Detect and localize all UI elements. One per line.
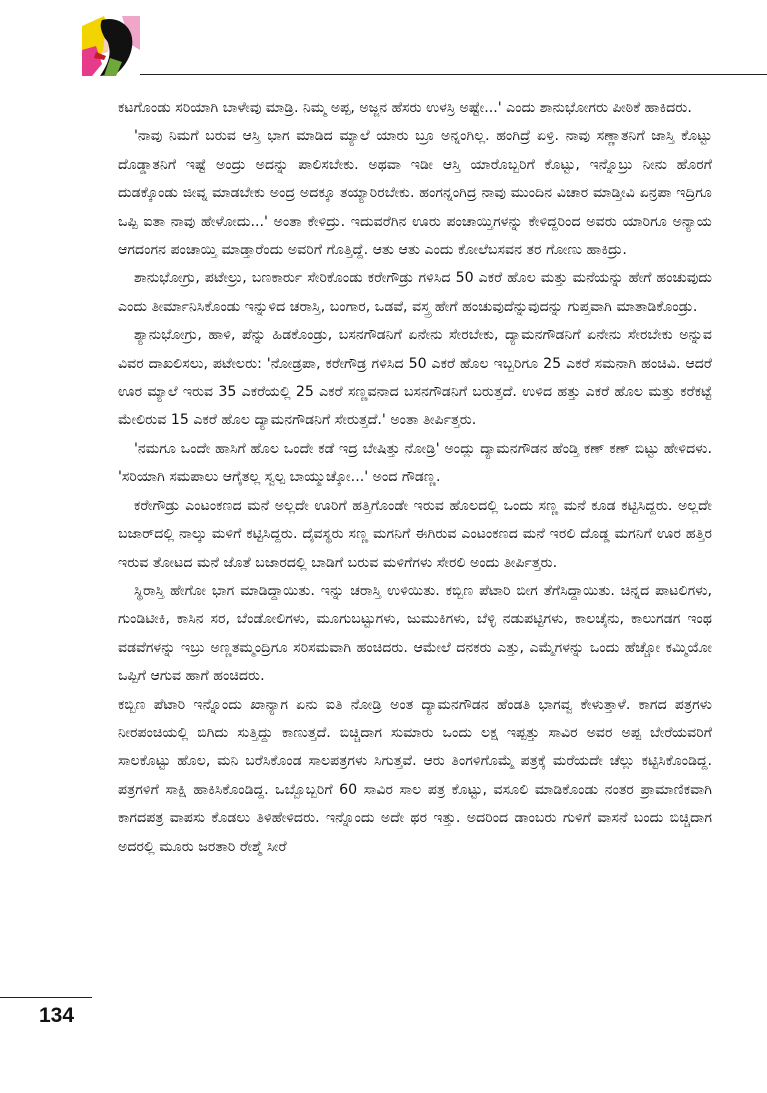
face-illustration-icon: [82, 16, 140, 76]
paragraph-2: 'ನಾವು ನಿಮಗೆ ಬರುವ ಆಸ್ತಿ ಭಾಗ ಮಾಡಿದ ಮ್ಯಾಲೆ ಯಾರು ಬ್ರೂ ಅನ್ನಂಗಿಲ್ಲ. ಹಂಗಿದ್ರೆ ಏಳ್ರಿ. ನಾವು ಸಣ್ಣಾತನಿಗೆ ಜಾಸ್ತಿ ಕೊಟ್ಟು ದೊಡ್ಡಾತನಿಗೆ ಇಷ್ಟೆ ಅಂದ್ರು ಅದನ್ನು ಪಾಲಿಸಬೇಕು. ಅಥವಾ ಇಡೀ ಆಸ್ತಿ ಯಾರೊಬ್ಬರಿಗೆ ಕೊಟ್ಟು, ಇನ್ನೊಬ್ರು ನೀನು ಹೊರಗೆ ದುಡಕ್ಕೊಂಡು ಜೀವ್ನ ಮಾಡಬೇಕು ಅಂದ್ರ ಅದಕ್ಕೂ ತಯ್ಯಾರಿರಬೇಕು. ಹಂಗನ್ನಂಗಿದ್ರ ನಾವು ಮುಂದಿನ ವಿಚಾರ ಮಾಡ್ತೀವಿ ಏನ್ರಪಾ ಇದ್ರಿಗೂ ಒಪ್ಪಿ ಐತಾ ನಾವು ಹೇಳೋದು...' ಅಂತಾ ಕೇಳಿದ್ರು. ಇದುವರೆಗಿನ ಊರು ಪಂಚಾಯ್ತಿಗಳನ್ನು ಕೇಳಿದ್ದರಿಂದ ಅವರು ಯಾರಿಗೂ ಅನ್ಯಾಯ ಆಗದಂಗನ ಪಂಚಾಯ್ತಿ ಮಾಡ್ತಾರೆಂದು ಅವರಿಗೆ ಗೊತ್ತಿದ್ದೆ. ಆತು ಆತು ಎಂದು ಕೋಲೆಬಸವನ ತರ ಗೋಣು ಹಾಕಿದ್ರು.: [118, 128, 712, 259]
body-text: [118, 94, 712, 861]
paragraph-6: ಕರೇಗೌಡ್ರು ಎಂಟಂಕಣದ ಮನೆ ಅಲ್ಲದೇ ಊರಿಗೆ ಹತ್ತಿಗೊಂಡೇ ಇರುವ ಹೊಲದಲ್ಲಿ ಒಂದು ಸಣ್ಣ ಮನೆ ಕೂಡ ಕಟ್ಟಿಸಿದ್ದರು. ಅಲ್ಲದೇ ಬಜಾರ್‌ದಲ್ಲಿ ನಾಲ್ಕು ಮಳಿಗೆ ಕಟ್ಟಿಸಿದ್ದರು. ದೈವಸ್ಥರು ಸಣ್ಣ ಮಗನಿಗೆ ಈಗಿರುವ ಎಂಟಂಕಣದ ಮನೆ ಇರಲಿ ದೊಡ್ಡ ಮಗನಿಗೆ ಊರ ಹತ್ತಿರ ಇರುವ ತೋಟದ ಮನೆ ಜೊತೆ ಬಜಾರದಲ್ಲಿ ಬಾಡಿಗೆ ಬರುವ ಮಳಿಗೆಗಳು ಸೇರಲಿ ಅಂದು ತೀರ್ಪಿತ್ತರು.: [118, 497, 712, 571]
footer-rule: [0, 997, 92, 998]
paragraph-5: 'ನಮಗೂ ಒಂದೇ ಹಾಸಿಗೆ ಹೊಲ ಒಂದೇ ಕಡೆ ಇದ್ರ ಬೇಷಿತ್ತು ನೋಡ್ರಿ' ಅಂದ್ಲು ದ್ಯಾಮನಗೌಡನ ಹೆಂಡ್ತಿ ಕಣ್ ಕಣ್ ಬಿಟ್ಟು ಹೇಳಿದಳು. 'ಸರಿಯಾಗಿ ಸಮಪಾಲು ಆಗೈತಲ್ಲ ಸ್ವಲ್ಪ ಬಾಯ್ಮುಚ್ಕೋ...' ಅಂದ ಗೌಡಣ್ಣ.: [118, 440, 712, 486]
paragraph-7: ಸ್ಥಿರಾಸ್ತಿ ಹೇಗೋ ಭಾಗ ಮಾಡಿದ್ದಾಯಿತು. ಇನ್ನು ಚರಾಸ್ತಿ ಉಳಿಯಿತು. ಕಬ್ಬಿಣ ಪೆಟಾರಿ ಬೀಗ ತೆಗೆಸಿದ್ದಾಯಿತು. ಚಿನ್ನದ ಪಾಟಲಿಗಳು, ಗುಂಡಿಟೀಕಿ, ಕಾಸಿನ ಸರ, ಬೆಂಡೋಲಿಗಳು, ಮೂಗುಬಟ್ಟುಗಳು, ಜುಮುಕಿಗಳು, ಬೆಳ್ಳಿ ನಡುಪಟ್ಟಿಗಳು, ಕಾಲಚೈನು, ಕಾಲುಗಡಗ ಇಂಥ ವಡವೆಗಳನ್ನು ಇಬ್ರು ಅಣ್ಣತಮ್ಮಂದ್ರಿಗೂ ಸರಿಸಮವಾಗಿ ಹಂಚಿದರು. ಆಮೇಲೆ ದನಕರು ಎತ್ತು, ಎಮ್ಮೆಗಳನ್ನು ಒಂದು ಹೆಚ್ಚೋ ಕಮ್ಮಿಯೋ ಒಪ್ಪಿಗೆ ಆಗುವ ಹಾಗೆ ಹಂಚಿದರು.: [118, 582, 712, 685]
paragraph-4: ಶ್ಯಾನುಭೋಗ್ರು, ಹಾಳಿ, ಪೆನ್ನು ಹಿಡಕೊಂಡ್ರು, ಬಸನಗೌಡನಿಗೆ ಏನೇನು ಸೇರಬೇಕು, ದ್ಯಾಮನಗೌಡನಿಗೆ ಏನೇನು ಸೇರಬೇಕು ಅನ್ನುವ ವಿವರ ದಾಖಲಿಸಲು, ಪಟೇಲರು: 'ನೋಡ್ರಪಾ, ಕರೇಗೌಡ್ರ ಗಳಿಸಿದ 50 ಎಕರೆ ಹೊಲ ಇಬ್ಬರಿಗೂ 25 ಎಕರೆ ಸಮನಾಗಿ ಹಂಚಿವಿ. ಆದರೆ ಊರ ಮ್ಯಾಲೆ ಇರುವ 35 ಎಕರೆಯಲ್ಲಿ 25 ಎಕರೆ ಸಣ್ಣವನಾದ ಬಸನಗೌಡನಿಗೆ ಬರುತ್ತದೆ. ಉಳಿದ ಹತ್ತು ಎಕರೆ ಹೊಲ ಮತ್ತು ಕರೆಕಟ್ಟೆ ಮೇಲಿರುವ 15 ಎಕರೆ ಹೊಲ ದ್ಯಾಮನಗೌಡನಿಗೆ ಸೇರುತ್ತದೆ.' ಅಂತಾ ತೀರ್ಪಿತ್ತರು.: [118, 327, 712, 429]
paragraph-1: ಕಟಗೊಂಡು ಸರಿಯಾಗಿ ಬಾಳೇವು ಮಾಡ್ರಿ. ನಿಮ್ಮ ಅಪ್ಪ, ಅಜ್ಜನ ಹೆಸರು ಉಳಸ್ರಿ ಅಷ್ಟೇ...' ಎಂದು ಶಾನುಭೋಗರು ಪೀಠಿಕೆ ಹಾಕಿದರು.: [118, 100, 692, 116]
paragraph-8: ಕಬ್ಬಿಣ ಪೆಟಾರಿ ಇನ್ನೊಂದು ಖಾನ್ಯಾಗ ಏನು ಐತಿ ನೋಡ್ರಿ ಅಂತ ದ್ಯಾಮನಗೌಡನ ಹೆಂಡತಿ ಭಾಗವ್ವ ಕೇಳುತ್ತಾಳೆ. ಕಾಗದ ಪತ್ರಗಳು ನೀರಪಂಚಿಯಲ್ಲಿ ಬಿಗಿದು ಸುತ್ತಿದ್ದು ಕಾಣುತ್ತದೆ. ಬಿಚ್ಚಿದಾಗ ಸುಮಾರು ಒಂದು ಲಕ್ಷ ಇಪ್ಪತ್ತು ಸಾವಿರ ಅವರ ಅಪ್ಪ ಬೇರೆಯವರಿಗೆ ಸಾಲಕೊಟ್ಟು ಹೊಲ, ಮನಿ ಬರೆಸಿಕೊಂಡ ಸಾಲಪತ್ರಗಳು ಸಿಗುತ್ತವೆ. ಆರು ತಿಂಗಳಿಗೊಮ್ಮೆ ಪತ್ರಕ್ಕೆ ಮರೆಯದೇ ಚೆಲ್ಲು ಕಟ್ಟಿಸಿಕೊಂಡಿದ್ದ. ಪತ್ರಗಳಿಗೆ ಸಾಕ್ಷಿ ಹಾಕಿಸಿಕೊಂಡಿದ್ದ. ಒಬ್ಬೊಬ್ಬರಿಗೆ 60 ಸಾವಿರ ಸಾಲ ಪತ್ರ ಕೊಟ್ಟು, ವಸೂಲಿ ಮಾಡಿಕೊಂಡು ನಂತರ ಪ್ರಾಮಾಣಿಕವಾಗಿ ಕಾಗದಪತ್ರ ವಾಪಸು ಕೊಡಲು ತಿಳಿಹೇಳಿದರು. ಇನ್ನೊಂದು ಅದೇ ಥರ ಇತ್ತು. ಅದರಿಂದ ಡಾಂಬರು ಗುಳಿಗೆ ವಾಸನೆ ಬಂದು ಬಿಚ್ಚಿದಾಗ ಅದರಲ್ಲಿ ಮೂರು ಜರತಾರಿ ರೇಶ್ಮೆ ಸೀರೆ: [118, 696, 712, 855]
paragraph-3: ಶಾನುಭೋಗ್ರು, ಪಟೇಲ್ರು, ಬಣಕಾರ್ರು ಸೇರಿಕೊಂಡು ಕರೇಗೌಡ್ರು ಗಳಿಸಿದ 50 ಎಕರೆ ಹೊಲ ಮತ್ತು ಮನೆಯನ್ನು ಹೇಗೆ ಹಂಚುವುದು ಎಂದು ತೀರ್ಮಾನಿಸಿಕೊಂಡು ಇನ್ನುಳಿದ ಚರಾಸ್ತಿ, ಬಂಗಾರ, ಒಡವೆ, ವಸ್ತ್ರ ಹೇಗೆ ಹಂಚುವುದೆನ್ನುವುದನ್ನು ಗುಪ್ತವಾಗಿ ಮಾತಾಡಿಕೊಂಡ್ರು.: [118, 270, 712, 315]
header-rule: [140, 74, 767, 75]
page-number: 134: [39, 1004, 75, 1027]
